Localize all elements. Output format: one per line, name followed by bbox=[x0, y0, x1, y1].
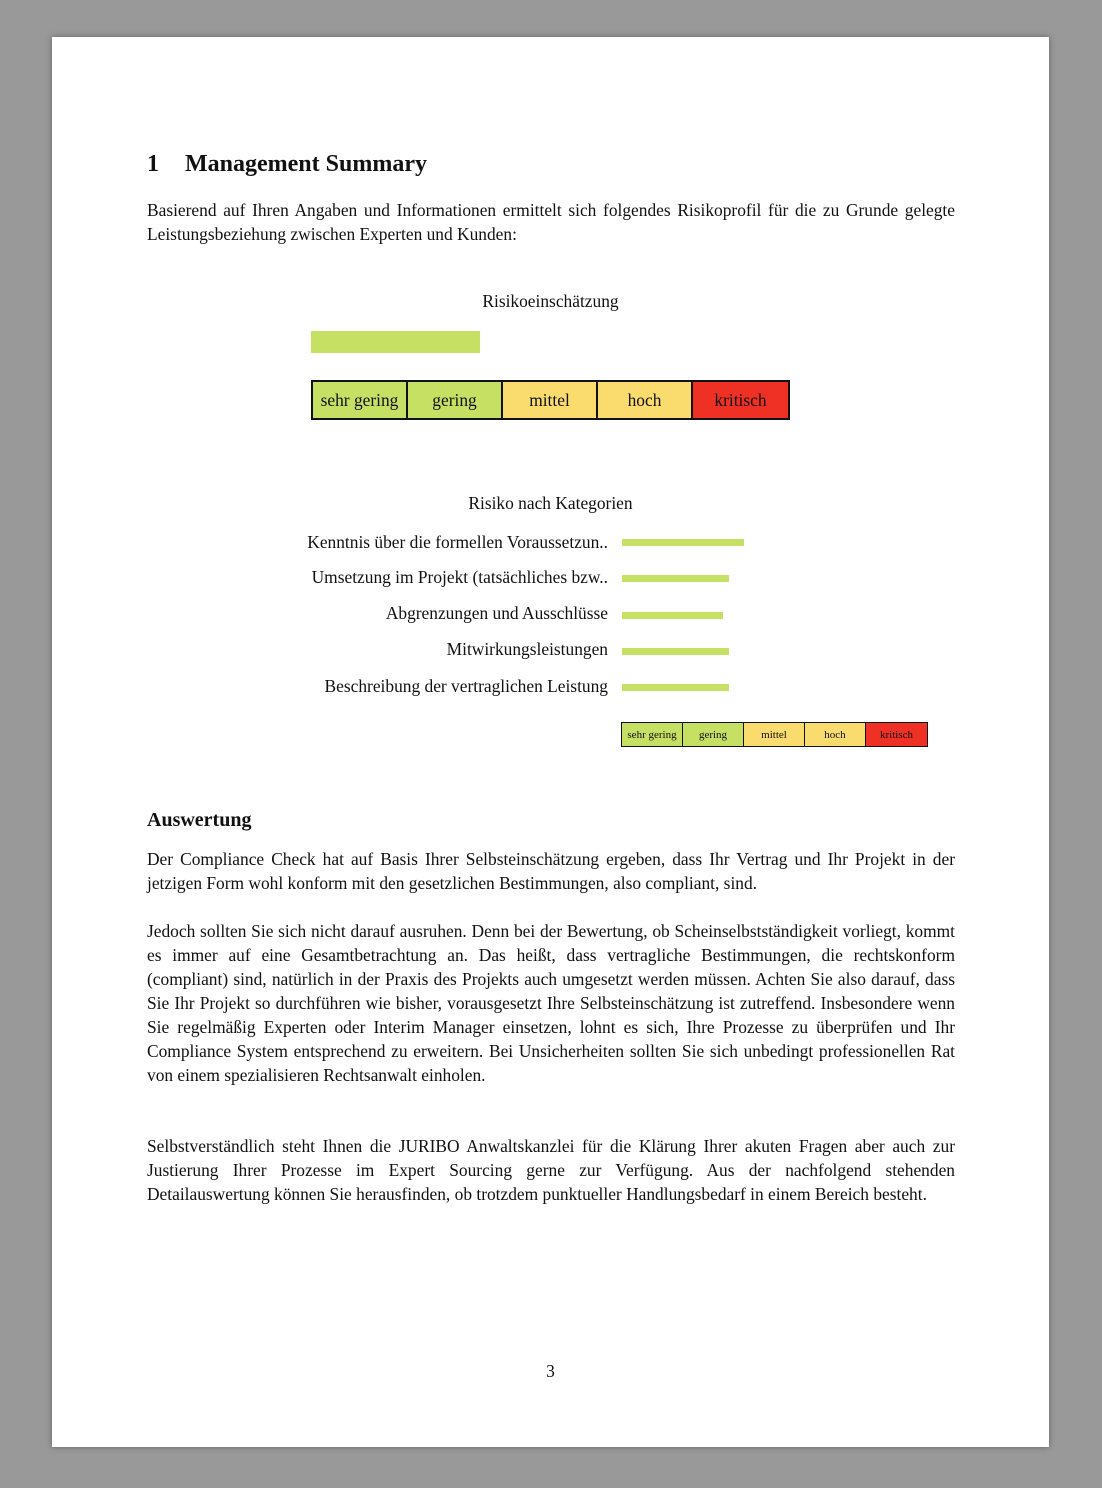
category-label: Beschreibung der vertraglichen Leistung bbox=[324, 676, 608, 696]
evaluation-paragraph: Jedoch sollten Sie sich nicht darauf ausruhen. Denn bei der Bewertung, ob Scheinselbstständigkeit vorliegt, kommt es immer auf eine Gesamtbetrachtung an. Das heißt, dass vertragliche Bestimmungen, die rechtskonform (compliant) sind, natürlich in der Praxis des Projekts auch umgesetzt werden müssen. Achten Sie also darauf, dass Sie Ihr Projekt so durchführen wie bisher, vorausgesetzt Ihre Selbsteinschätzung ist zutreffend. Insbesondere wenn Sie regelmäßig Experten oder Interim Manager einsetzen, lohnt es sich, Ihre Prozesse zu überprüfen und Ihr Compliance System entsprechend zu erweitern. Bei Unsicherheiten sollten Sie sich unbedingt professionellen Rat von einem spezialisieren Rechtsanwalt einholen. bbox=[147, 921, 955, 1085]
scale-cell-mittel: mittel bbox=[744, 723, 805, 746]
scale-cell-hoch: hoch bbox=[598, 382, 693, 418]
category-bar bbox=[622, 648, 729, 655]
evaluation-paragraph: Selbstverständlich steht Ihnen die JURIBO Anwaltskanzlei für die Klärung Ihrer akuten Fragen aber auch zur Justierung Ihrer Prozesse im Expert Sourcing gerne zur Verfügung. Aus der nachfolgend stehenden Detailauswertung können Sie herausfinden, ob trotzdem punktueller Handlungsbedarf in einem Bereich besteht. bbox=[147, 1136, 955, 1204]
section-title: Management Summary bbox=[185, 151, 427, 177]
section-number: 1 bbox=[147, 151, 159, 177]
overall-risk-bar bbox=[311, 331, 480, 353]
scale-cell-gering: gering bbox=[408, 382, 503, 418]
evaluation-heading: Auswertung bbox=[147, 809, 252, 831]
category-label: Umsetzung im Projekt (tatsächliches bzw.. bbox=[311, 567, 608, 587]
category-label: Abgrenzungen und Ausschlüsse bbox=[385, 603, 608, 623]
category-bar bbox=[622, 684, 729, 691]
scale-cell-mittel: mittel bbox=[503, 382, 598, 418]
document-page bbox=[52, 37, 1049, 1447]
intro-paragraph: Basierend auf Ihren Angaben und Informationen ermittelt sich folgendes Risikoprofil für die zu Grunde gelegte Leistungsbeziehung zwischen Experten und Kunden: bbox=[147, 200, 955, 244]
category-bar bbox=[622, 612, 723, 619]
evaluation-paragraph: Der Compliance Check hat auf Basis Ihrer Selbsteinschätzung ergeben, dass Ihr Vertrag und Ihr Projekt in der jetzigen Form wohl konform mit den gesetzlichen Bestimmungen, also compliant, sind. bbox=[147, 849, 955, 893]
category-label: Kenntnis über die formellen Voraussetzun.. bbox=[307, 532, 608, 552]
chart-title-categories: Risiko nach Kategorien bbox=[468, 493, 633, 513]
scale-cell-sehr-gering: sehr gering bbox=[313, 382, 408, 418]
scale-cell-kritisch: kritisch bbox=[693, 382, 788, 418]
scale-cell-sehr-gering: sehr gering bbox=[622, 723, 683, 746]
scale-cell-hoch: hoch bbox=[805, 723, 866, 746]
risk-scale-small bbox=[621, 722, 928, 747]
page-number: 3 bbox=[546, 1361, 555, 1381]
scale-cell-gering: gering bbox=[683, 723, 744, 746]
category-label: Mitwirkungsleistungen bbox=[446, 639, 608, 659]
scale-cell-kritisch: kritisch bbox=[866, 723, 927, 746]
category-bar bbox=[622, 539, 744, 546]
chart-title-overall: Risikoeinschätzung bbox=[482, 291, 619, 311]
category-bar bbox=[622, 575, 729, 582]
section-heading bbox=[147, 151, 427, 178]
risk-scale-large bbox=[311, 380, 790, 420]
